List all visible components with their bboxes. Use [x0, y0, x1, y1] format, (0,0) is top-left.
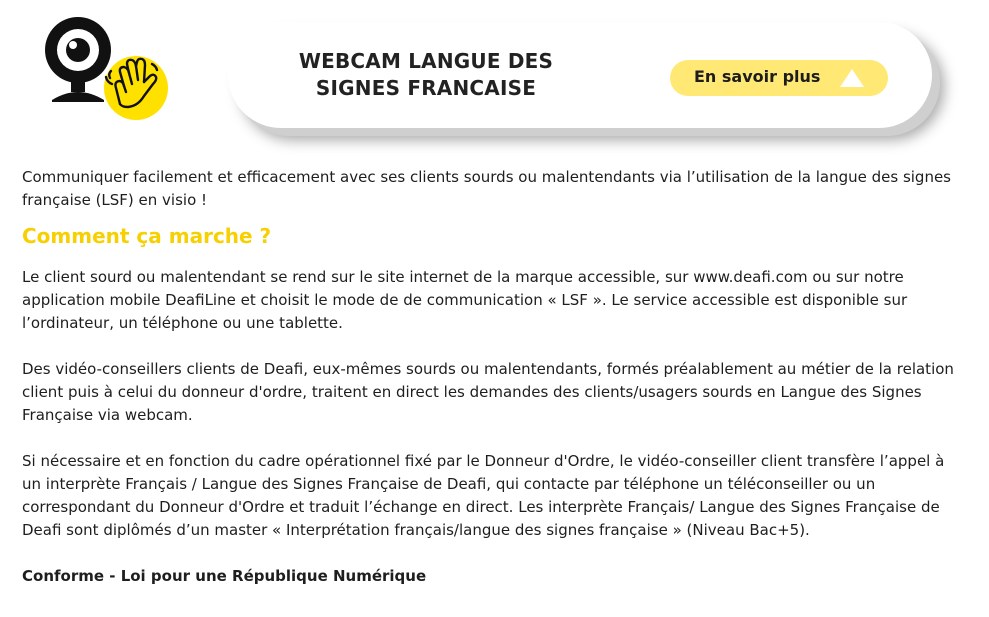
section-heading: Comment ça marche ? [22, 224, 272, 248]
main-content [22, 166, 962, 588]
page-title: WEBCAM LANGUE DES SIGNES FRANCAISE [298, 49, 554, 100]
intro-text: Communiquer facilement et efficacement avec ses clients sourds ou malentendants via l’utilisation de la langue des signes française (LSF) en visio ! [22, 168, 951, 209]
paragraph-2: Des vidéo-conseillers clients de Deafi, eux-mêmes sourds ou malentendants, formés préalablement au métier de la relation client puis à celui du donneur d'ordre, traitent en direct les demandes des clients/usagers sourds en Langue des Signes Française via webcam. [22, 360, 954, 424]
webcam-sign-language-logo [40, 14, 170, 124]
learn-more-button[interactable] [670, 60, 888, 96]
conformity-note: Conforme - Loi pour une République Numérique [22, 567, 427, 585]
paragraph-3: Si nécessaire et en fonction du cadre opérationnel fixé par le Donneur d'Ordre, le vidéo-conseiller client transfère l’appel à un interprète Français / Langue des Signes Française de Deafi, qui contacte par téléphone un téléconseiller ou un correspondant du Donneur d'Ordre et traduit l’échange en direct. Les interprète Français/ Langue des Signes Française de Deafi sont diplômés d’un master « Interprétation français/langue des signes française » (Niveau Bac+5). [22, 452, 945, 539]
triangle-up-icon [839, 68, 865, 88]
paragraph-1: Le client sourd ou malentendant se rend sur le site internet de la marque accessible, sur www.deafi.com ou sur notre application mobile DeafiLine et choisit le mode de de communication « LSF ». Le service accessible est disponible sur l’ordinateur, un téléphone ou une tablette. [22, 268, 908, 332]
header-banner [228, 22, 932, 128]
learn-more-label: En savoir plus [694, 67, 821, 86]
webcam-with-signing-hand-icon [40, 14, 170, 124]
